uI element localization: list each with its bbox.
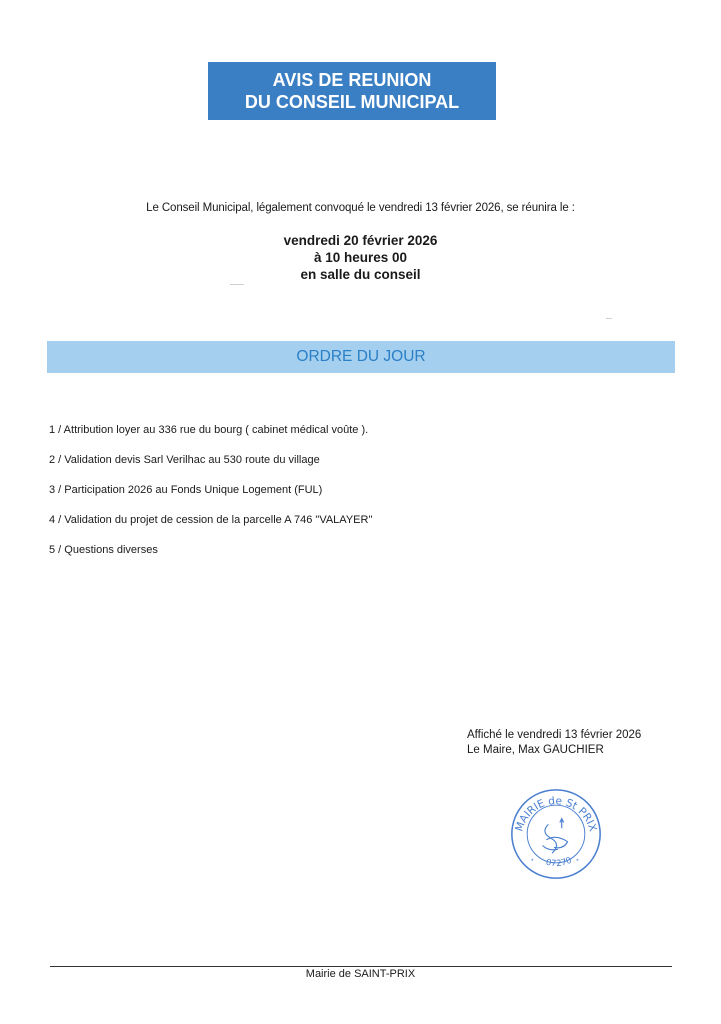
stamp-star-left: * xyxy=(531,857,534,865)
posted-date: Affiché le vendredi 13 février 2026 xyxy=(467,729,642,741)
convocation-text: Le Conseil Municipal, légalement convoqué le vendredi 13 février 2026, se réunira le : xyxy=(146,202,575,214)
signature-block xyxy=(467,728,641,758)
meeting-place: en salle du conseil xyxy=(300,267,421,282)
scan-speck xyxy=(230,284,244,285)
agenda-item: 4 / Validation du projet de cession de la parcelle A 746 "VALAYER" xyxy=(49,514,373,526)
notice-title-box xyxy=(208,62,496,120)
agenda-item: 5 / Questions diverses xyxy=(49,544,158,556)
stamp-emblem-icon xyxy=(543,819,568,854)
notice-title-line1: AVIS DE REUNION xyxy=(272,70,432,90)
mayor-name: Le Maire, Max GAUCHIER xyxy=(467,744,604,756)
footer-text: Mairie de SAINT-PRIX xyxy=(305,968,416,980)
footer-divider xyxy=(50,966,672,967)
stamp-text: MAIRIE de St PRIX xyxy=(513,795,599,833)
agenda-item: 2 / Validation devis Sarl Verilhac au 530 route du village xyxy=(49,454,320,466)
stamp-star-right: * xyxy=(576,857,579,865)
town-hall-stamp xyxy=(508,786,604,882)
agenda-item: 3 / Participation 2026 au Fonds Unique Logement (FUL) xyxy=(49,484,323,496)
meeting-date: vendredi 20 février 2026 xyxy=(283,233,438,248)
agenda-item: 1 / Attribution loyer au 336 rue du bourg ( cabinet médical voûte ). xyxy=(49,424,369,436)
notice-title-line2: DU CONSEIL MUNICIPAL xyxy=(244,92,460,112)
agenda-list xyxy=(49,422,372,572)
meeting-time: à 10 heures 00 xyxy=(313,250,408,265)
stamp-code: 07270 xyxy=(544,855,574,870)
agenda-heading: ORDRE DU JOUR xyxy=(47,341,675,373)
meeting-details xyxy=(0,232,721,283)
scan-speck xyxy=(606,318,612,319)
